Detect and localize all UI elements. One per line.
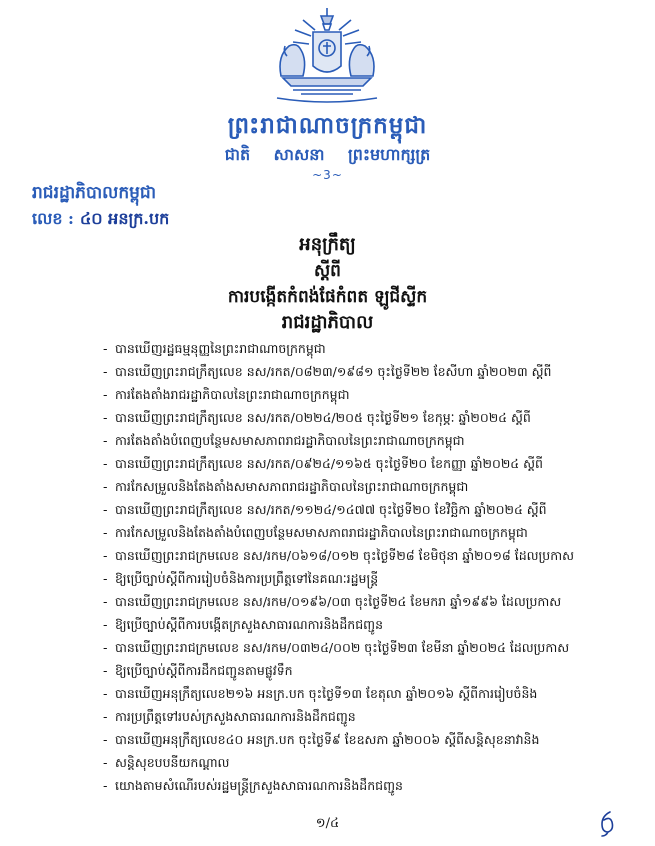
handwritten-initial-signature <box>596 808 618 838</box>
clause-item: - ឱ្យប្រើច្បាប់ស្តីពីការរៀបចំនិងការប្រព្រឹត្តទៅនៃគណៈរដ្ឋមន្ត្រី <box>103 567 603 590</box>
royal-coat-of-arms-emblem <box>263 6 391 106</box>
clause-item: - បានឃើញព្រះរាជក្រឹត្យលេខ នស/រកត/០៨២៣/១៩៨១ ចុះថ្ងៃទី២២ ខែសីហា ឆ្នាំ២០២៣ ស្តីពី <box>103 360 603 383</box>
issuing-authority: រាជរដ្ឋាភិបាលកម្ពុជា <box>32 183 157 203</box>
clause-item: - យោងតាមសំណើរបស់រដ្ឋមន្ត្រីក្រសួងសាធារណការនិងដឹកជញ្ជូន <box>103 774 603 797</box>
clause-item: - បានឃើញព្រះរាជក្រមលេខ នស/រកម/០១៩៦/០៣ ចុះថ្ងៃទី២៤ ខែមករា ឆ្នាំ១៩៩៦ ដែលប្រកាស <box>103 590 603 613</box>
header-ornament: ~3~ <box>312 168 343 182</box>
clause-item: - ការកែសម្រួលនិងតែងតាំងបំពេញបន្ថែមសមាសភាពរាជរដ្ឋាភិបាលនៃព្រះរាជាណាចក្រកម្ពុជា <box>103 521 603 544</box>
preamble-clauses <box>103 337 603 797</box>
title-block <box>0 232 655 336</box>
clause-item: - ឱ្យប្រើច្បាប់ស្តីពីការបង្កើតក្រសួងសាធារណការនិងដឹកជញ្ជូន <box>103 613 603 636</box>
clause-item: - បានឃើញព្រះរាជក្រមលេខ នស/រកម/០៣២៤/០០២ ចុះថ្ងៃទី២៣ ខែមីនា ឆ្នាំ២០២៤ ដែលប្រកាស <box>103 636 603 659</box>
page-number: ១/៤ <box>315 816 340 831</box>
clause-item: - ឱ្យប្រើច្បាប់ស្តីពីការដឹកជញ្ជូនតាមផ្លូវទឹក <box>103 659 603 682</box>
motto-nation: ជាតិ <box>224 145 251 164</box>
national-motto <box>0 144 655 168</box>
document-number-label: លេខ : <box>32 209 74 228</box>
about-heading: ស្តីពី <box>314 261 341 281</box>
clause-item: - សន្តិសុខបបនីយកណ្តាល <box>103 751 603 774</box>
clause-item: - បានឃើញព្រះរាជក្រឹត្យលេខ នស/រកត/១១២៤/១៤៧៧ ចុះថ្ងៃទី២០ ខែវិច្ឆិកា ឆ្នាំ២០២៤ ស្តីពី <box>103 498 603 521</box>
motto-king: ព្រះមហាក្សត្រ <box>348 145 431 164</box>
clause-item: - ការប្រព្រឹត្តទៅរបស់ក្រសួងសាធារណការនិងដឹកជញ្ជូន <box>103 705 603 728</box>
document-type-heading: អនុក្រឹត្យ <box>299 234 356 255</box>
clause-item: - ការតែងតាំងរាជរដ្ឋាភិបាលនៃព្រះរាជាណាចក្រកម្ពុជា <box>103 383 603 406</box>
clause-item: - បានឃើញព្រះរាជក្រឹត្យលេខ នស/រកត/០៩២៤/១១៦៥ ចុះថ្ងៃទី២០ ខែកញ្ញា ឆ្នាំ២០២៤ ស្តីពី <box>103 452 603 475</box>
motto-religion: សាសនា <box>273 145 325 164</box>
authority-heading: រាជរដ្ឋាភិបាល <box>281 312 374 333</box>
document-number-value: ៤០ អនក្រ.បក <box>79 209 170 228</box>
clause-item: - បានឃើញអនុក្រឹត្យលេខ២១៦ អនក្រ.បក ចុះថ្ងៃទី១៣ ខែតុលា ឆ្នាំ២០១៦ ស្តីពីការរៀបចំនិង <box>103 682 603 705</box>
clause-item: - បានឃើញព្រះរាជក្រឹត្យលេខ នស/រកត/០២២៤/២០៥ ចុះថ្ងៃទី២១ ខែកុម្ភៈ ឆ្នាំ២០២៤ ស្តីពី <box>103 406 603 429</box>
subject-heading: ការបង្កើតកំពង់ផែកំពត ឡូជីស្ទីក <box>227 287 428 307</box>
clause-item: - បានឃើញរដ្ឋធម្មនុញ្ញនៃព្រះរាជាណាចក្រកម្ពុជា <box>103 337 603 360</box>
document-number <box>32 208 169 232</box>
clause-item: - ការកែសម្រួលនិងតែងតាំងសមាសភាពរាជរដ្ឋាភិបាលនៃព្រះរាជាណាចក្រកម្ពុជា <box>103 475 603 498</box>
clause-item: - បានឃើញអនុក្រឹត្យលេខ៤០ អនក្រ.បក ចុះថ្ងៃទី៩ ខែឧសភា ឆ្នាំ២០០៦ ស្តីពីសន្តិសុខនាវានិង <box>103 728 603 751</box>
clause-item: - ការតែងតាំងបំពេញបន្ថែមសមាសភាពរាជរដ្ឋាភិបាលនៃព្រះរាជាណាចក្រកម្ពុជា <box>103 429 603 452</box>
clause-item: - បានឃើញព្រះរាជក្រមលេខ នស/រកម/០៦១៨/០១២ ចុះថ្ងៃទី២៨ ខែមិថុនា ឆ្នាំ២០១៨ ដែលប្រកាស <box>103 544 603 567</box>
kingdom-name: ព្រះរាជាណាចក្រកម្ពុជា <box>227 112 428 139</box>
